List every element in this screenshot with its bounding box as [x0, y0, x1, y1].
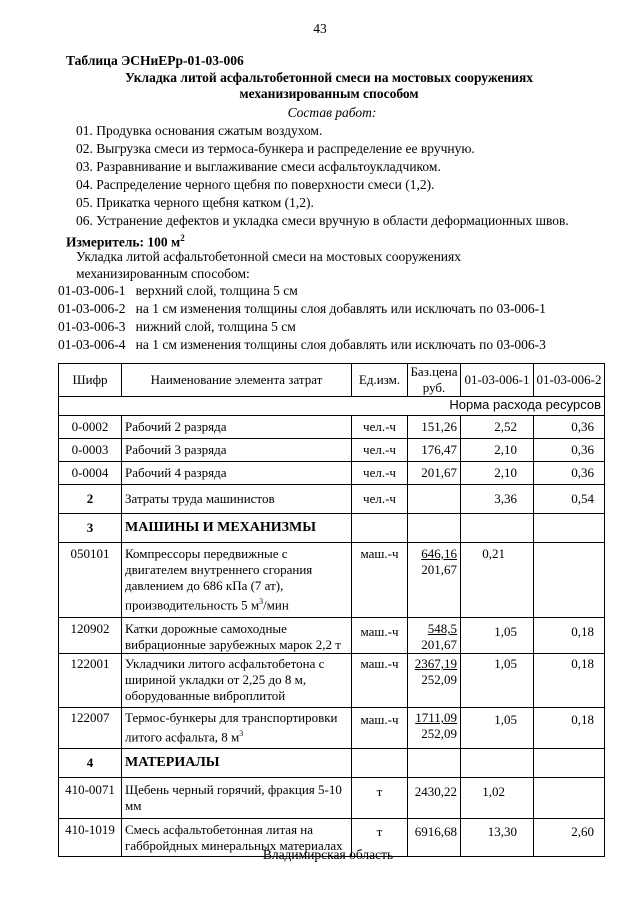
cell-price: 2430,22	[408, 777, 461, 818]
cell-code: 0-0003	[59, 439, 122, 462]
norm-label: Норма расхода ресурсов	[59, 397, 605, 416]
cell-price	[408, 485, 461, 514]
meter: Измеритель: 100 $м^2$	[66, 233, 185, 250]
cell-code: 0-0002	[59, 416, 122, 439]
table-row	[59, 439, 605, 462]
cell-v2: 0,36	[534, 439, 605, 462]
cell-v1: 2,10	[461, 462, 534, 485]
cell-v2: 0,18	[534, 618, 605, 654]
section-title: МАШИНЫ И МЕХАНИЗМЫ	[122, 514, 352, 543]
cell-unit: т	[352, 777, 408, 818]
cell-name: Термос-бункеры для транспортировки литого асфальта, 8 $м^3$	[122, 708, 352, 748]
work-item: 05. Прикатка черного щебня катком (1,2).	[76, 195, 314, 210]
cell-code: 122001	[59, 654, 122, 708]
cell-price: 2367,19 252,09	[408, 654, 461, 708]
cell-code: 4	[59, 748, 122, 777]
cell-v1: 1,02	[461, 777, 534, 818]
table-row	[59, 462, 605, 485]
work-item: 04. Распределение черного щебня по поверхности смеси (1,2).	[76, 177, 435, 192]
cell-name: Щебень черный горячий, фракция 5-10 мм	[122, 777, 352, 818]
cell-v2: 2,60	[534, 818, 605, 856]
cell-v1: 1,05	[461, 618, 534, 654]
section-row	[59, 514, 605, 543]
cell-price: 6916,68	[408, 818, 461, 856]
cell-v2: 0,36	[534, 462, 605, 485]
cell-price: 201,67	[408, 462, 461, 485]
cell-name: Смесь асфальтобетонная литая на габбройдных минеральных материалах	[122, 818, 352, 856]
cell-code: 410-1019	[59, 818, 122, 856]
section-row	[59, 748, 605, 777]
cell-price: 1711,09 252,09	[408, 708, 461, 748]
cell-code: 410-0071	[59, 777, 122, 818]
section-title: МАТЕРИАЛЫ	[122, 748, 352, 777]
cell-name: Рабочий 3 разряда	[122, 439, 352, 462]
table-row	[59, 708, 605, 748]
page-number: 43	[313, 21, 327, 36]
cell-code: 3	[59, 514, 122, 543]
cell-v2	[534, 777, 605, 818]
cell-unit: маш.-ч	[352, 543, 408, 618]
work-item: 01. Продувка основания сжатым воздухом.	[76, 123, 323, 138]
resource-table	[58, 363, 605, 857]
table-header-row	[59, 364, 605, 397]
header-col1: 01-03-006-1	[461, 364, 534, 397]
table-row	[59, 543, 605, 618]
cell-price: 151,26	[408, 416, 461, 439]
cell-v2: 0,18	[534, 708, 605, 748]
footer-region: Владимирская область	[262, 847, 394, 862]
description: Укладка литой асфальтобетонной смеси на мостовых сооружениях механизированным способом:	[76, 249, 461, 281]
cell-v2: 0,36	[534, 416, 605, 439]
work-item: 02. Выгрузка смеси из термоса-бункера и распределение ее вручную.	[76, 141, 475, 156]
header-price: Баз.цена руб.	[408, 364, 461, 397]
cell-v1: 1,05	[461, 708, 534, 748]
cell-v1: 2,10	[461, 439, 534, 462]
cell-unit: маш.-ч	[352, 618, 408, 654]
table-row	[59, 416, 605, 439]
work-item: 06. Устранение дефектов и укладка смеси вручную в области деформационных швов.	[76, 213, 569, 228]
position-item: 01-03-006-1 верхний слой, толщина 5 см	[58, 283, 298, 298]
table-row	[59, 654, 605, 708]
header-unit: Ед.изм.	[352, 364, 408, 397]
cell-code: 122007	[59, 708, 122, 748]
cell-name: Затраты труда машинистов	[122, 485, 352, 514]
cell-v1: 13,30	[461, 818, 534, 856]
works-heading: Состав работ:	[287, 105, 377, 120]
cell-name: Компрессоры передвижные с двигателем внутреннего сгорания давлением до 686 кПа (7 ат), производительность 5 $м^3$/мин	[122, 543, 352, 618]
header-name: Наименование элемента затрат	[122, 364, 352, 397]
cell-unit: чел.-ч	[352, 439, 408, 462]
cell-code: 120902	[59, 618, 122, 654]
cell-v1: 1,05	[461, 654, 534, 708]
header-code: Шифр	[59, 364, 122, 397]
table-code: Таблица ЭСНиЕРр-01-03-006	[66, 53, 244, 68]
norm-row	[59, 397, 605, 416]
table-title: Укладка литой асфальтобетонной смеси на мостовых сооружениях механизированным способом	[124, 70, 534, 101]
cell-price: 176,47	[408, 439, 461, 462]
cell-code: 0-0004	[59, 462, 122, 485]
position-item: 01-03-006-2 на 1 см изменения толщины слоя добавлять или исключать по 03-006-1	[58, 301, 546, 316]
cell-name: Укладчики литого асфальтобетона с шириной укладки от 2,25 до 8 м, оборудованные виброплитой	[122, 654, 352, 708]
cell-v1: 2,52	[461, 416, 534, 439]
cell-v2: 0,18	[534, 654, 605, 708]
header-col2: 01-03-006-2	[534, 364, 605, 397]
cell-v1: 3,36	[461, 485, 534, 514]
cell-v1: 0,21	[461, 543, 534, 618]
cell-unit: маш.-ч	[352, 654, 408, 708]
cell-unit: чел.-ч	[352, 416, 408, 439]
cell-v2	[534, 543, 605, 618]
cell-name: Катки дорожные самоходные вибрационные зарубежных марок 2,2 т	[122, 618, 352, 654]
position-item: 01-03-006-3 нижний слой, толщина 5 см	[58, 319, 296, 334]
cell-code: 2	[59, 485, 122, 514]
cell-price: 646,16 201,67	[408, 543, 461, 618]
cell-v2: 0,54	[534, 485, 605, 514]
cell-code: 050101	[59, 543, 122, 618]
table-row	[59, 485, 605, 514]
position-item: 01-03-006-4 на 1 см изменения толщины слоя добавлять или исключать по 03-006-3	[58, 337, 546, 352]
cell-price: 548,5 201,67	[408, 618, 461, 654]
cell-name: Рабочий 2 разряда	[122, 416, 352, 439]
work-item: 03. Разравнивание и выглаживание смеси асфальтоукладчиком.	[76, 159, 441, 174]
cell-unit: чел.-ч	[352, 462, 408, 485]
cell-unit: чел.-ч	[352, 485, 408, 514]
table-row	[59, 618, 605, 654]
cell-unit: т	[352, 818, 408, 856]
cell-unit: маш.-ч	[352, 708, 408, 748]
cell-name: Рабочий 4 разряда	[122, 462, 352, 485]
table-row	[59, 777, 605, 818]
